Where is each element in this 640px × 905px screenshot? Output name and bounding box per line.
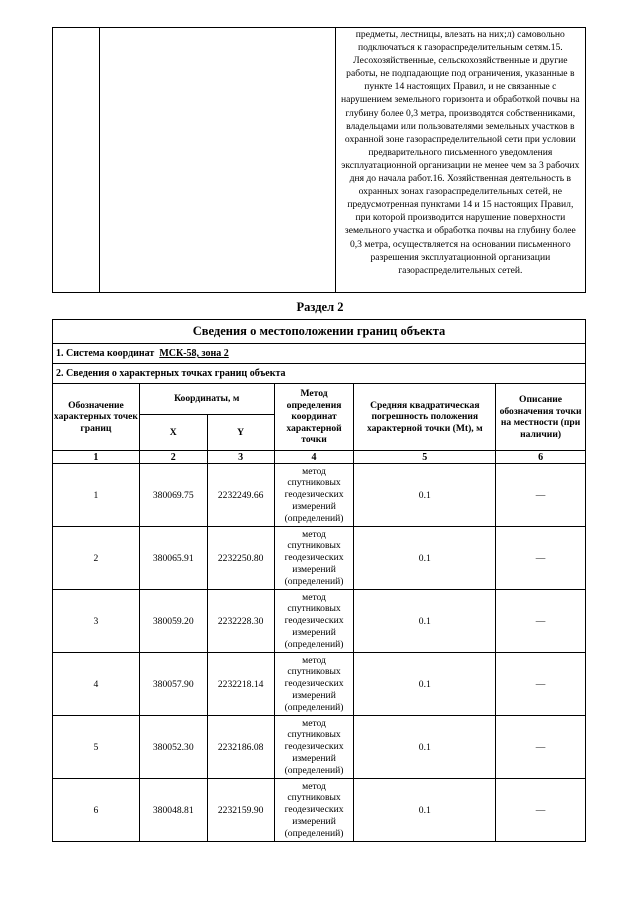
mt-value: 0.1 [354,590,496,653]
description-value: — [496,464,586,527]
y-value: 2232218.14 [207,653,274,716]
point-number: 1 [53,464,140,527]
table-row [53,590,586,653]
col-number: 1 [53,451,140,464]
table-title: Сведения о местоположении границ объекта [53,320,586,344]
point-number: 5 [53,716,140,779]
y-value: 2232159.90 [207,779,274,842]
method-value: метод спутниковых геодезических измерений (определений) [274,464,354,527]
description-value: — [496,527,586,590]
coord-system-value: МСК-58, зона 2 [159,348,229,359]
mt-value: 0.1 [354,464,496,527]
point-number: 2 [53,527,140,590]
method-value: метод спутниковых геодезических измерений (определений) [274,590,354,653]
points-label: 2. Сведения о характерных точках границ объекта [53,364,586,384]
mt-value: 0.1 [354,527,496,590]
method-value: метод спутниковых геодезических измерений (определений) [274,779,354,842]
x-value: 380069.75 [139,464,207,527]
top-cell-1 [53,28,100,293]
method-value: метод спутниковых геодезических измерений (определений) [274,527,354,590]
restrictions-text: предметы, лестницы, влезать на них;л) самовольно подключаться к газораспределительным сетям.15. Лесохозяйственные, сельскохозяйственные и другие работы, не подпадающие под ограничения, указанные в пункте 14 настоящих Правил, и не связанные с нарушением земельного горизонта и обработкой почвы на глубину более 0,3 метра, производятся собственниками, владельцами или пользователями земельных участков в охранной зоне газораспределительной сети при условии предварительного письменного уведомления эксплуатационной организации не менее чем за 3 рабочих дня до начала работ.16. Хозяйственная деятельность в охранных зонах газораспределительных сетей, не предусмотренная пунктами 14 и 15 настоящих Правил, при которой производится нарушение поверхности земельного участка и обработка почвы на глубину более 0,3 метра, осуществляется на основании письменного разрешения эксплуатационной организации газораспределительных сетей. [340,29,580,276]
coord-system-label: 1. Система координат [56,348,155,359]
x-value: 380057.90 [139,653,207,716]
table-row [53,653,586,716]
table-row [53,527,586,590]
description-value: — [496,653,586,716]
section-title: Раздел 2 [296,300,344,314]
header-method: Метод определения координат характерной точки [274,384,354,451]
header-point: Обозначение характерных точек границ [53,384,140,451]
x-value: 380052.30 [139,716,207,779]
description-value: — [496,779,586,842]
description-value: — [496,716,586,779]
top-cell-3 [335,28,585,293]
y-value: 2232250.80 [207,527,274,590]
col-number: 4 [274,451,354,464]
col-number: 3 [207,451,274,464]
col-number: 2 [139,451,207,464]
header-y: Y [207,415,274,451]
table-row [53,464,586,527]
table-row [53,716,586,779]
method-value: метод спутниковых геодезических измерений (определений) [274,653,354,716]
top-cell-2 [99,28,335,293]
col-number: 5 [354,451,496,464]
y-value: 2232186.08 [207,716,274,779]
table-row [53,779,586,842]
header-coords: Координаты, м [139,384,274,415]
header-x: X [139,415,207,451]
coord-system-row [53,344,586,364]
mt-value: 0.1 [354,716,496,779]
x-value: 380065.91 [139,527,207,590]
point-number: 6 [53,779,140,842]
point-number: 4 [53,653,140,716]
x-value: 380048.81 [139,779,207,842]
boundary-table [52,319,586,842]
header-description: Описание обозначения точки на местности (при наличии) [496,384,586,451]
method-value: метод спутниковых геодезических измерений (определений) [274,716,354,779]
x-value: 380059.20 [139,590,207,653]
mt-value: 0.1 [354,779,496,842]
y-value: 2232249.66 [207,464,274,527]
point-number: 3 [53,590,140,653]
top-table [52,27,586,293]
y-value: 2232228.30 [207,590,274,653]
description-value: — [496,590,586,653]
mt-value: 0.1 [354,653,496,716]
header-error: Средняя квадратическая погрешность положения характерной точки (Mt), м [354,384,496,451]
col-number: 6 [496,451,586,464]
